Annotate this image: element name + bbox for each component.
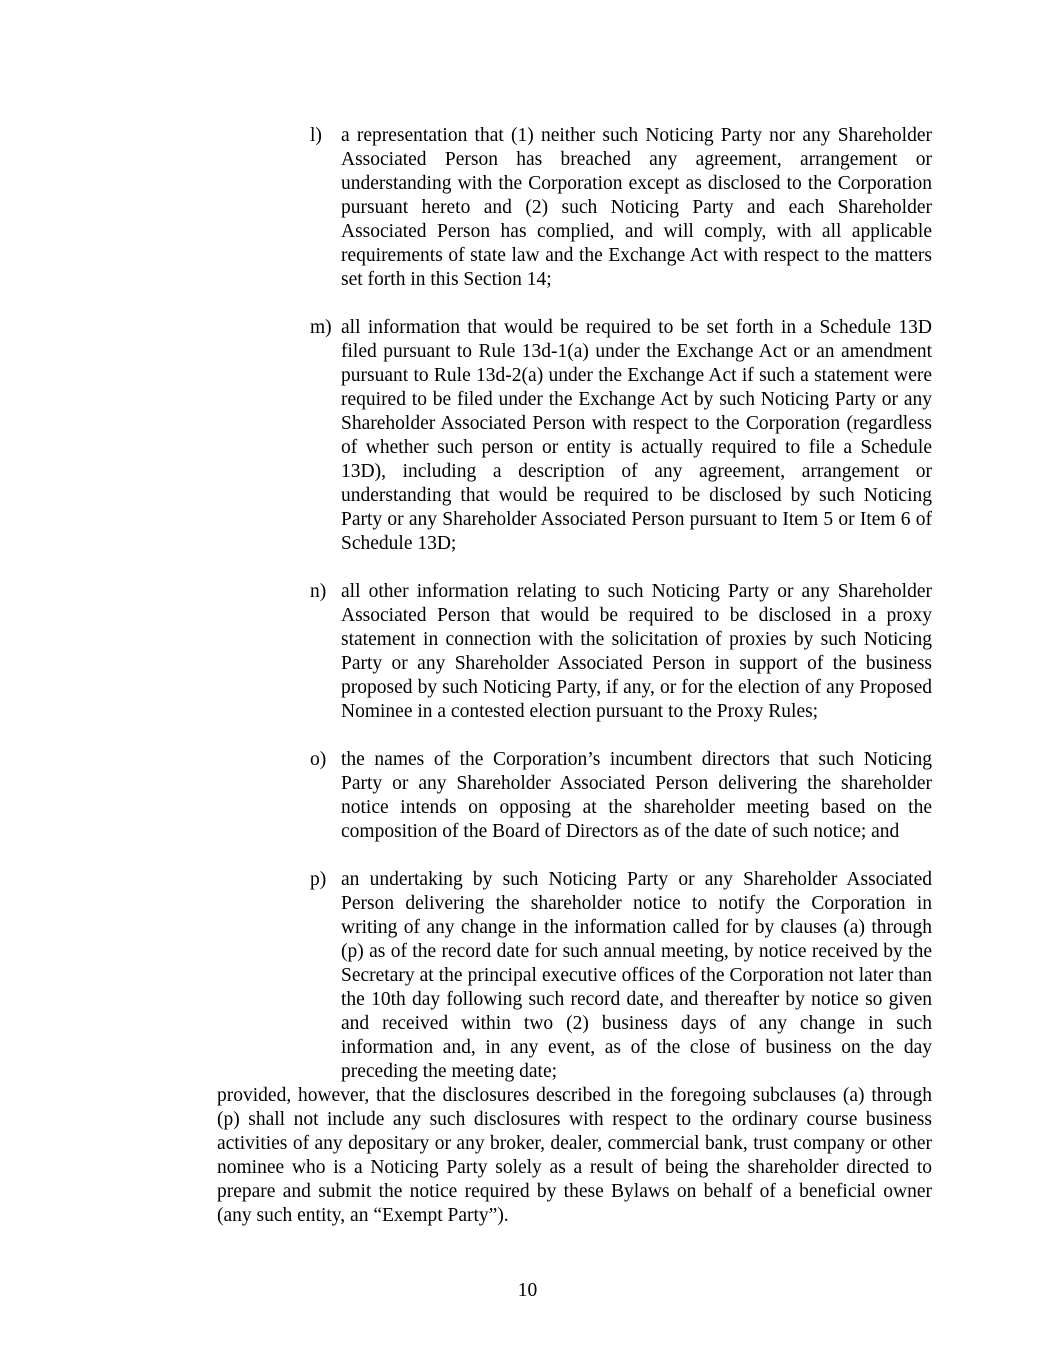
clause-m [310,316,932,556]
clause-label: m) [310,317,332,338]
proviso-paragraph: provided, however, that the disclosures described in the foregoing subclauses (a) through (p) shall not include any such disclosures with respect to the ordinary course business activities of any depositary or any broker, dealer, commercial bank, trust company or other nominee who is a Noticing Party solely as a result of being the shareholder directed to prepare and submit the notice required by these Bylaws on behalf of a beneficial owner (any such entity, an “Exempt Party”). [217,1085,932,1226]
clause-text: all other information relating to such Noticing Party or any Shareholder Associated Person that would be required to be disclosed in a proxy statement in connection with the solicitation of proxies by such Noticing Party or any Shareholder Associated Person in support of the business proposed by such Noticing Party, if any, or for the election of any Proposed Nominee in a contested election pursuant to the Proxy Rules; [341,581,932,722]
clause-text: a representation that (1) neither such Noticing Party nor any Shareholder Associated Person has breached any agreement, arrangement or understanding with the Corporation except as disclosed to the Corporation pursuant hereto and (2) such Noticing Party and each Shareholder Associated Person has complied, and will comply, with all applicable requirements of state law and the Exchange Act with respect to the matters set forth in this Section 14; [341,125,932,290]
clause-label: o) [310,749,327,770]
clause-label: p) [310,869,327,890]
clause-l [310,124,932,292]
clause-o [310,748,932,844]
clause-label: l) [310,125,322,146]
clause-p [310,868,932,1084]
clause-n [310,580,932,724]
clause-label: n) [310,581,327,602]
clause-list [310,124,932,1108]
page-number: 10 [517,1280,538,1301]
clause-text: an undertaking by such Noticing Party or any Shareholder Associated Person delivering the shareholder notice to notify the Corporation in writing of any change in the information called for by clauses (a) through (p) as of the record date for such annual meeting, by notice received by the Secretary at the principal executive offices of the Corporation not later than the 10th day following such record date, and thereafter by notice so given and received within two (2) business days of any change in such information and, in any event, as of the close of business on the day preceding the meeting date; [341,869,932,1082]
clause-text: the names of the Corporation’s incumbent directors that such Noticing Party or any Shareholder Associated Person delivering the shareholder notice intends on opposing at the shareholder meeting based on the composition of the Board of Directors as of the date of such notice; and [341,749,932,842]
clause-text: all information that would be required to be set forth in a Schedule 13D filed pursuant to Rule 13d-1(a) under the Exchange Act or an amendment pursuant to Rule 13d-2(a) under the Exchange Act if such a statement were required to be filed under the Exchange Act by such Noticing Party or any Shareholder Associated Person with respect to the Corporation (regardless of whether such person or entity is actually required to file a Schedule 13D), including a description of any agreement, arrangement or understanding that would be required to be disclosed by such Noticing Party or any Shareholder Associated Person pursuant to Item 5 or Item 6 of Schedule 13D; [341,317,932,554]
